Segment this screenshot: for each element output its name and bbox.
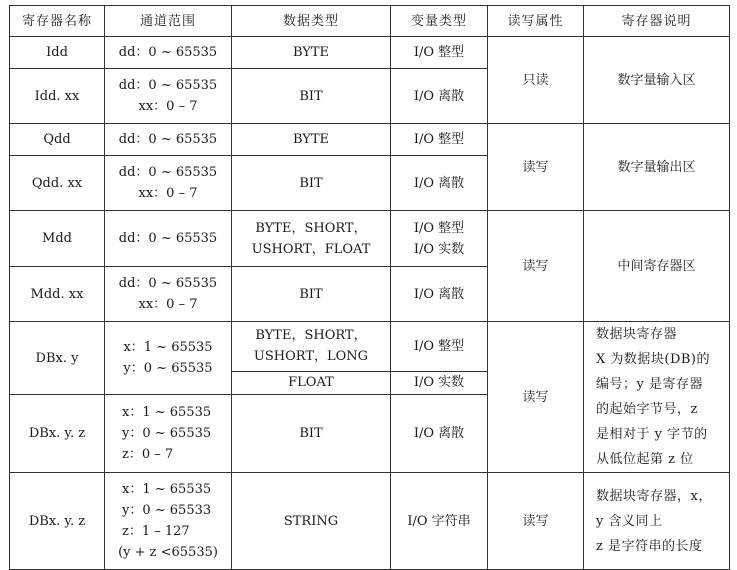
register-name: DBx. y. z — [10, 473, 105, 570]
table-row — [10, 37, 730, 69]
register-description: 数据块寄存器 X 为数据块(DB)的 编号；y 是寄存器 的起始字节号，z 是相对于 y 字节的 从低位起第 z 位 — [584, 322, 730, 473]
variable-type: I/O 整型 — [391, 124, 488, 156]
register-description: 数字量输出区 — [584, 124, 730, 211]
data-type: BYTE，SHORT， USHORT，LONG — [232, 322, 391, 372]
table-row — [10, 473, 730, 570]
channel-range: dd：0 ~ 65535 — [105, 37, 232, 69]
variable-type: I/O 离散 — [391, 156, 488, 211]
register-name: Idd — [10, 37, 105, 69]
rw-attribute: 读写 — [488, 211, 584, 322]
variable-type: I/O 整型 I/O 实数 — [391, 211, 488, 267]
data-type: BYTE — [232, 37, 391, 69]
header-row — [10, 6, 730, 37]
variable-type: I/O 整型 — [391, 322, 488, 372]
data-type: BIT — [232, 69, 391, 124]
register-name: Qdd. xx — [10, 156, 105, 211]
data-type: BIT — [232, 267, 391, 322]
register-description: 数据块寄存器，x， y 含义同上 z 是字符串的长度 — [584, 473, 730, 570]
channel-range: dd：0 ~ 65535 xx：0 – 7 — [105, 267, 232, 322]
variable-type: I/O 离散 — [391, 69, 488, 124]
channel-range: dd：0 ~ 65535 xx：0 – 7 — [105, 69, 232, 124]
channel-range: x：1 ~ 65535 y：0 ~ 65533 z：1 – 127 (y + z <65535) — [105, 473, 232, 570]
header-rw-attribute: 读写属性 — [488, 6, 584, 37]
register-name: Mdd. xx — [10, 267, 105, 322]
channel-range: x：1 ~ 65535 y：0 ~ 65535 z：0 – 7 — [105, 395, 232, 473]
table-row — [10, 124, 730, 156]
channel-range: x：1 ~ 65535 y：0 ~ 65535 — [105, 322, 232, 395]
register-name: DBx. y — [10, 322, 105, 395]
register-name: Idd. xx — [10, 69, 105, 124]
register-description: 中间寄存器区 — [584, 211, 730, 322]
channel-range: dd：0 ~ 65535 — [105, 211, 232, 267]
variable-type: I/O 离散 — [391, 267, 488, 322]
rw-attribute: 读写 — [488, 124, 584, 211]
table-row — [10, 322, 730, 372]
header-data-type: 数据类型 — [232, 6, 391, 37]
data-type: BYTE，SHORT， USHORT，FLOAT — [232, 211, 391, 267]
data-type: FLOAT — [232, 371, 391, 395]
data-type: STRING — [232, 473, 391, 570]
register-table — [9, 5, 730, 570]
channel-range: dd：0 ~ 65535 — [105, 124, 232, 156]
channel-range: dd：0 ~ 65535 xx：0 – 7 — [105, 156, 232, 211]
rw-attribute: 只读 — [488, 37, 584, 124]
header-description: 寄存器说明 — [584, 6, 730, 37]
register-name: DBx. y. z — [10, 395, 105, 473]
data-type: BYTE — [232, 124, 391, 156]
register-description: 数字量输入区 — [584, 37, 730, 124]
variable-type: I/O 整型 — [391, 37, 488, 69]
variable-type: I/O 实数 — [391, 371, 488, 395]
header-channel-range: 通道范围 — [105, 6, 232, 37]
data-type: BIT — [232, 395, 391, 473]
variable-type: I/O 字符串 — [391, 473, 488, 570]
header-register-name: 寄存器名称 — [10, 6, 105, 37]
register-name: Qdd — [10, 124, 105, 156]
register-name: Mdd — [10, 211, 105, 267]
header-variable-type: 变量类型 — [391, 6, 488, 37]
rw-attribute: 读写 — [488, 322, 584, 473]
variable-type: I/O 离散 — [391, 395, 488, 473]
rw-attribute: 读写 — [488, 473, 584, 570]
data-type: BIT — [232, 156, 391, 211]
table-row — [10, 211, 730, 267]
